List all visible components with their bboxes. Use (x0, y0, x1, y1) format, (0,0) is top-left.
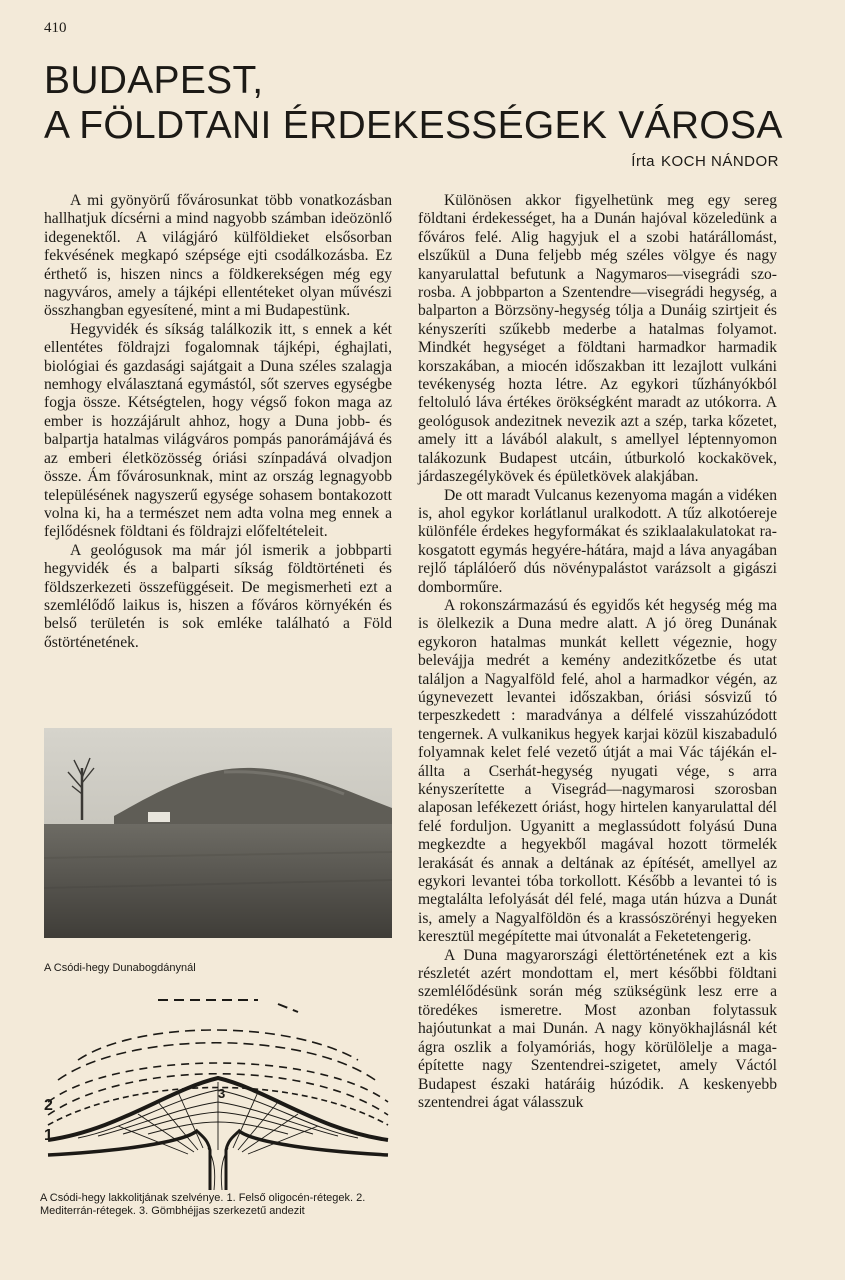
byline (631, 153, 779, 170)
paragraph: A rokonszármazású és egyidős két hegység még ma is ölelkezik a Duna medre alatt. A jó öreg Dunának egykoron hatalmas munkát kellett végeznie, hogy belevájja medrét a kemény andezitkőzetbe és utat találjon a Nagyalföld felé, ahol a harmadkor végén, az úgynevezett levantei időszakban, óriási sósvizű tó terpeszkedett : maradványa a délfelé visszahúzódott tengernek. A vulkanikus hegyek karjai közül kiszabaduló folyamnak kelet felé vezető útját a mai Vác tájékán elállta a Cserhát-hegység nyugati vége, s arra kényszerítette a Visegrád—nagymarosi szorosban alaposan lefékezett óriást, hogy hirtelen kanyarulattal dél felé forduljon. Ugyanitt a meglassúdott folyású Duna megkezdte a hegyekből magával hozott törmelék lerakását és annak a deltának az építését, amellyel az egykori levantei tóba torkollott. Később a levantei tó is megtalálta lefolyását dél felé, maga után húzva a Dunát is, amely a Nagyalföldön és a krassószörényi hegyeken keresztül megépítette mai útvonalát a Feketetengerig. (418, 596, 777, 946)
paragraph: Hegyvidék és síkság találkozik itt, s ennek a két ellentétes földrajzi fogalomnak tájképi, éghajlati, biológiai és gazdasági sajátgait a Duna széles szalagja nemhogy elválasztaná egymástól, sőt szerves egységbe fogja össze. Kétségtelen, hogy végső fokon maga az ember is hozzájárult ahhoz, hogy a Duna jobb- és balpartja hatalmas világváros pompás panorámájává és az emberi életközösség óriási színpadává olvadjon össze. Ám fővárosunknak, mint az ország legnagyobb településének nagyszerű egysége sohasem bontakozott volna ki, ha a természet nem adta volna meg ennek a fejlődésnek földtani és földrajzi előfeltételeit. (44, 320, 392, 541)
diagram-caption: A Csódi-hegy lakkolitjának szelvénye. 1. Felső oligocén-rétegek. 2. Mediterrán-rétegek. 3. Gömbhéjjas szerkezetű andezit (40, 1192, 366, 1217)
diagram-label-2: 2 (44, 1097, 53, 1114)
right-column (418, 192, 777, 1112)
page-number: 410 (44, 20, 67, 36)
paragraph: A Duna magyarországi élettörténetének ezt a kis részletét azért mondottam el, mert későbbi földtani szemlélődésünk során még szükségünk lesz erre a töredékes ismeretre. Most azonban folytassuk hajóutunkat a mai Dunán. A nagy könyökhajlásnál két ágra oszlik a folyamóriás, hogy körülölelje a magaépítette nagy Szentendrei-szigetet, amely Váctól Budapest északi határáig húzódik. A keskenyebb szentendrei ágat válasszuk (418, 946, 777, 1111)
hill-photograph (44, 728, 392, 938)
paragraph: De ott maradt Vulcanus kezenyoma magán a vidéken is, ahol egykor korlátlanul uralkodott. A tűz alkotóereje különféle érdekes hegyformákat és sziklaalakulatokat rakosgatott egymás hegyére-hátára, majd a láva anyagában rejlő táplálóerő dús növénypalástot varázsolt a gigászi domborműre. (418, 486, 777, 596)
title-line-2: A FÖLDTANI ÉRDEKESSÉGEK VÁROSA (44, 104, 783, 147)
left-column (44, 192, 392, 652)
byline-prefix: Írta (631, 153, 655, 170)
title-line-1: BUDAPEST, (44, 59, 264, 102)
paragraph: Különösen akkor figyelhetünk meg egy sereg földtani érdekességet, ha a Dunán hajóval közeledünk a főváros felé. Alig hagyjuk el a szobi határállomást, elszűkül a Duna feljebb még széles völgye és nagy kanyarulattal befutunk a Nagymaros—visegrádi szorosba. A jobbparton a Szentendre—visegrádi hegység, a balparton a Börzsöny-hegység tólja a Dunáig szirtjeit és kényszeríti szűkebb mederbe a hatalmas folyamot. Mindkét hegységet a földtani harmadkor harmadik korszakában, a miocén időszakban itt lezajlott vulkáni tevékenység hozta létre. Az egykori tűzhányókból feltoluló láva értékes örökségként maradt az utókorra. A geológusok andezitnek nevezik azt a szép, tarka kőzetet, amely itt a lávából alakult, s amellyel léptennyomon talákozunk Budapest utcáin, útburkoló kockakövek, járdaszegélykövek és épületkövek alakjában. (418, 192, 777, 486)
byline-author: KOCH NÁNDOR (660, 153, 779, 170)
photo-caption: A Csódi-hegy Dunabogdánynál (44, 962, 196, 974)
paragraph: A mi gyönyörű fővárosunkat több vonatkozásban hallhatjuk dícsérni a mind nagyobb számban ideözönlő idegenektől. A világjáró külföldieket elsősorban fekvésének megkapó szépsége ejti csodálkozásba. Ez érthető is, hiszen nincs a földkerekségen még egy nagyváros, amely a tájképi ellentéteket olyan művészi összhangban egyesítené, mint a mi Budapestünk. (44, 192, 392, 320)
laccolith-cross-section-diagram (38, 990, 398, 1190)
diagram-label-3: 3 (218, 1086, 226, 1101)
paragraph: A geológusok ma már jól ismerik a jobbparti hegyvidék és a balparti síkság földtörténeti és földszerkezeti összefüggéseit. De megismerheti ezt a szemlélődő laikus is, hiszen a főváros környékén és belső területén is sok emléke található a Föld őstörténetének. (44, 541, 392, 651)
diagram-label-1: 1 (44, 1127, 53, 1144)
article-title (44, 58, 804, 148)
